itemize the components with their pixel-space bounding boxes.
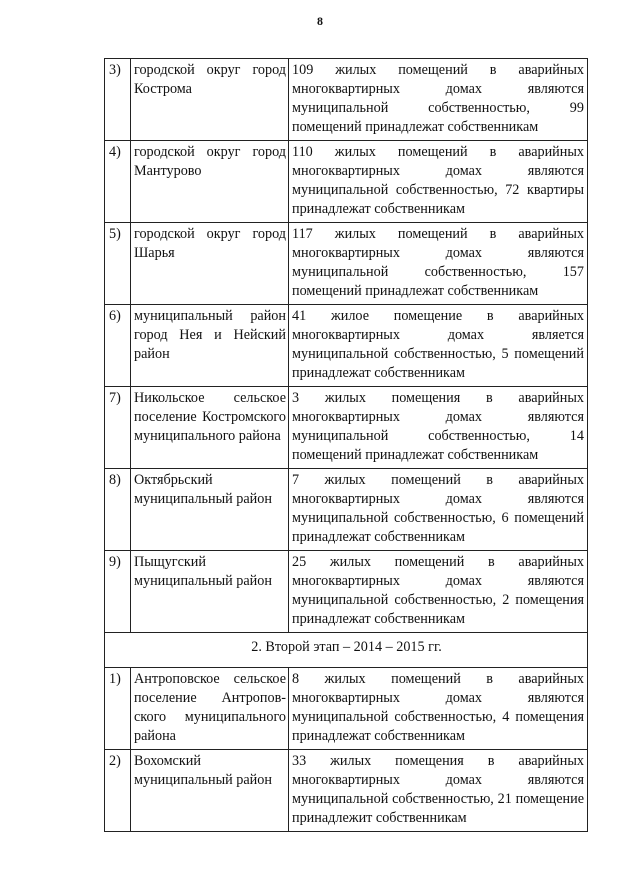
table-row [105, 59, 588, 141]
housing-description: 33 жилых помещения в аварийных многоквартирных домах являются муниципальной собственностью, 21 помещение принадлежит собственникам [289, 750, 588, 832]
housing-description: 7 жилых помещений в аварийных многоквартирных домах являются муниципальной собственностью, 6 помещений принадлежат собственникам [289, 469, 588, 551]
page-number: 8 [317, 14, 323, 28]
table-row [105, 750, 588, 832]
municipality-name: городской округ город Мантурово [131, 141, 289, 223]
row-number: 1) [105, 668, 131, 750]
housing-description: 25 жилых помещений в аварийных многоквартирных домах являются муниципальной собственностью, 2 помещения принадлежат собственникам [289, 551, 588, 633]
stage-header: 2. Второй этап – 2014 – 2015 гг. [105, 633, 588, 668]
row-number: 3) [105, 59, 131, 141]
municipality-name: Октябрьский муниципальный район [131, 469, 289, 551]
municipality-name: муниципальный район город Нея и Нейский район [131, 305, 289, 387]
table-row [105, 305, 588, 387]
table-row [105, 469, 588, 551]
housing-description: 110 жилых помещений в аварийных многоквартирных домах являются муниципальной собственностью, 72 квартиры принадлежат собственникам [289, 141, 588, 223]
row-number: 8) [105, 469, 131, 551]
housing-description: 3 жилых помещения в аварийных многоквартирных домах являются муниципальной собственностью, 14 помещений принадлежат собственникам [289, 387, 588, 469]
housing-description: 41 жилое помещение в аварийных многоквартирных домах является муниципальной собственностью, 5 помещений принадлежат собственникам [289, 305, 588, 387]
municipality-name: Никольское сельское поселение Костромского муниципального района [131, 387, 289, 469]
municipality-name: городской округ город Шарья [131, 223, 289, 305]
housing-description: 117 жилых помещений в аварийных многоквартирных домах являются муниципальной собственностью, 157 помещений принадлежат собственникам [289, 223, 588, 305]
stage-header-row [105, 633, 588, 668]
table-row [105, 387, 588, 469]
housing-description: 109 жилых помещений в аварийных многоквартирных домах являются муниципальной собственностью, 99 помещений принадлежат собственникам [289, 59, 588, 141]
row-number: 6) [105, 305, 131, 387]
table-row [105, 668, 588, 750]
municipality-name: Антроповское сельское поселение Антропов-ского муниципального района [131, 668, 289, 750]
municipality-name: Пыщугский муниципальный район [131, 551, 289, 633]
municipality-name: Вохомский муниципальный район [131, 750, 289, 832]
housing-table [104, 58, 588, 832]
row-number: 5) [105, 223, 131, 305]
table-row [105, 551, 588, 633]
table-row [105, 223, 588, 305]
row-number: 9) [105, 551, 131, 633]
municipality-name: городской округ город Кострома [131, 59, 289, 141]
table-row [105, 141, 588, 223]
row-number: 2) [105, 750, 131, 832]
row-number: 4) [105, 141, 131, 223]
row-number: 7) [105, 387, 131, 469]
housing-description: 8 жилых помещений в аварийных многоквартирных домах являются муниципальной собственностью, 4 помещения принадлежат собственникам [289, 668, 588, 750]
